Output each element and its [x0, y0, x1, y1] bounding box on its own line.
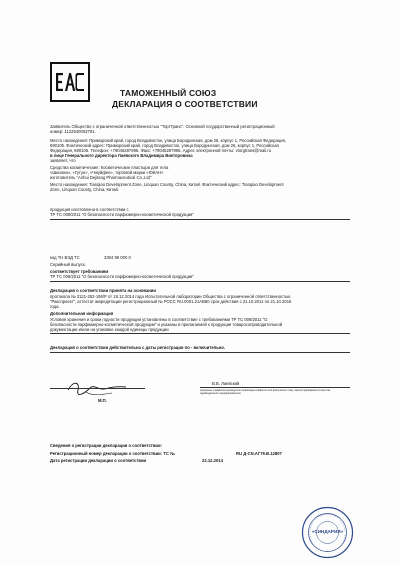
- round-seal: [300, 505, 355, 560]
- basis-line: года.: [50, 304, 60, 309]
- basis-line: "Ракспроект", аттестат аккредитации регистрационный № РОСС RU.0001.21АВ80 срок действия с 21.10.2011 по 21.10.2016: [50, 299, 292, 304]
- registration-date-value: 22.12.2014: [202, 458, 223, 463]
- stamp-label: М.П.: [98, 398, 107, 403]
- divider: [50, 219, 350, 220]
- registration-heading: Сведения о регистрации декларации о соответствии:: [50, 443, 162, 448]
- applicant-line: 690105. Фактический адрес: Приморский край, город Владивосток, улица Бородинская, дом 26, корпус 1, Российская: [50, 143, 279, 148]
- declaration-title: ДЕКЛАРАЦИЯ О СООТВЕТСТВИИ: [112, 99, 258, 109]
- additional-label: Дополнительная информация: [50, 311, 114, 316]
- applicant-line: «Шиолиа», «Гутун», «Чжуйфен», торговой марки «ЮКАН»: [50, 170, 164, 175]
- applicant-line: Заявитель Общество с ограниченной ответственностью "ТоргТранс". Основной государственный регистрационный: [50, 124, 275, 129]
- union-title: ТАМОЖЕННЫЙ СОЮЗ: [120, 88, 217, 98]
- requirements-label: соответствует требованиям: [50, 269, 109, 274]
- applicant-line: Zone, Linquan County, China, Китай.: [50, 187, 119, 192]
- tnved-label: код ТН ВЭД ТС: [50, 255, 80, 260]
- applicant-line: изготовитель "Anhui Dejitang Pharmaceutical Co.,Ltd": [50, 175, 152, 180]
- applicant-line: в лице Генерального директора Лаевского Владимира Викторовича: [50, 153, 193, 158]
- additional-line: Условия хранения и сроки годности продукции установлены в соответствие с требованиями ТР ТС 009/2011 "О: [50, 317, 268, 322]
- tnved-value: 3304 99 000 0: [104, 255, 131, 260]
- applicant-line: Средства косметические: Косметические пластыри для тела: [50, 165, 169, 170]
- applicant-line: Место нахождения: Tianqiao Development Zone, Linquan County, China, Китай. Фактический адрес: Tianqiao Development: [50, 182, 284, 187]
- product-label: продукция изготовлена в соответствии с: [50, 207, 129, 212]
- additional-line: безопасности парфюмерно-косметической продукции" и указаны в прилагаемой к продукции товаросопроводительной: [50, 322, 283, 327]
- seal-text: «СИНДАРИЯ»: [311, 529, 344, 534]
- registration-number-label: Регистрационный номер декларации о соответствии: ТС №: [50, 451, 175, 456]
- signer-line: [200, 387, 350, 388]
- series-text: Серийный выпуск.: [50, 262, 86, 267]
- applicant-line: Место нахождения: Приморский край, город Владивосток, улица Бородинская, дом 26, корпус 1, Российская Федерация,: [50, 138, 287, 143]
- signer-caption: (инициалы и фамилия руководителя организации-заявителя или физического лица, зарегистрированного в качестве индивидуального предпринимателя): [200, 389, 331, 395]
- registration-number-value: RU Д-CN.AГ79.B.12807: [236, 451, 282, 456]
- signer-name: В.В. Лаевский: [212, 381, 240, 386]
- applicant-line: Федерация, 690105. Телефон: +79046287995. Факс: +79046287995. Адрес электронной почты: vtorgtrans@mail.ru: [50, 148, 272, 153]
- divider: [50, 281, 350, 282]
- eac-logo: [50, 62, 90, 102]
- divider: [50, 333, 350, 334]
- validity-text: Декларация о соответствии действительна с даты регистрации по - включительно.: [50, 345, 226, 350]
- registration-date-label: Дата регистрации декларации о соответствии: [50, 458, 147, 463]
- additional-line: документации и/или на упаковке каждой единицы продукции: [50, 327, 169, 332]
- divider: [50, 352, 350, 353]
- requirements-value: ТР ТС 009/2011 "О безопасности парфюмерно-косметической продукции": [50, 274, 194, 279]
- applicant-line: заявляет, что: [50, 158, 76, 163]
- basis-label: Декларация о соответствии принята на основании: [50, 288, 156, 293]
- basis-line: протокола № 3121-252-196/Р от 18.12.2014 года Испытательной лаборатории Общества с ограниченной ответственностью: [50, 294, 291, 299]
- product-standard: ТР ТС 009/2011 "О безопасности парфюмерно-косметической продукции": [50, 212, 194, 217]
- signature-line: [50, 388, 145, 389]
- applicant-line: номер: 1122540003791.: [50, 129, 96, 134]
